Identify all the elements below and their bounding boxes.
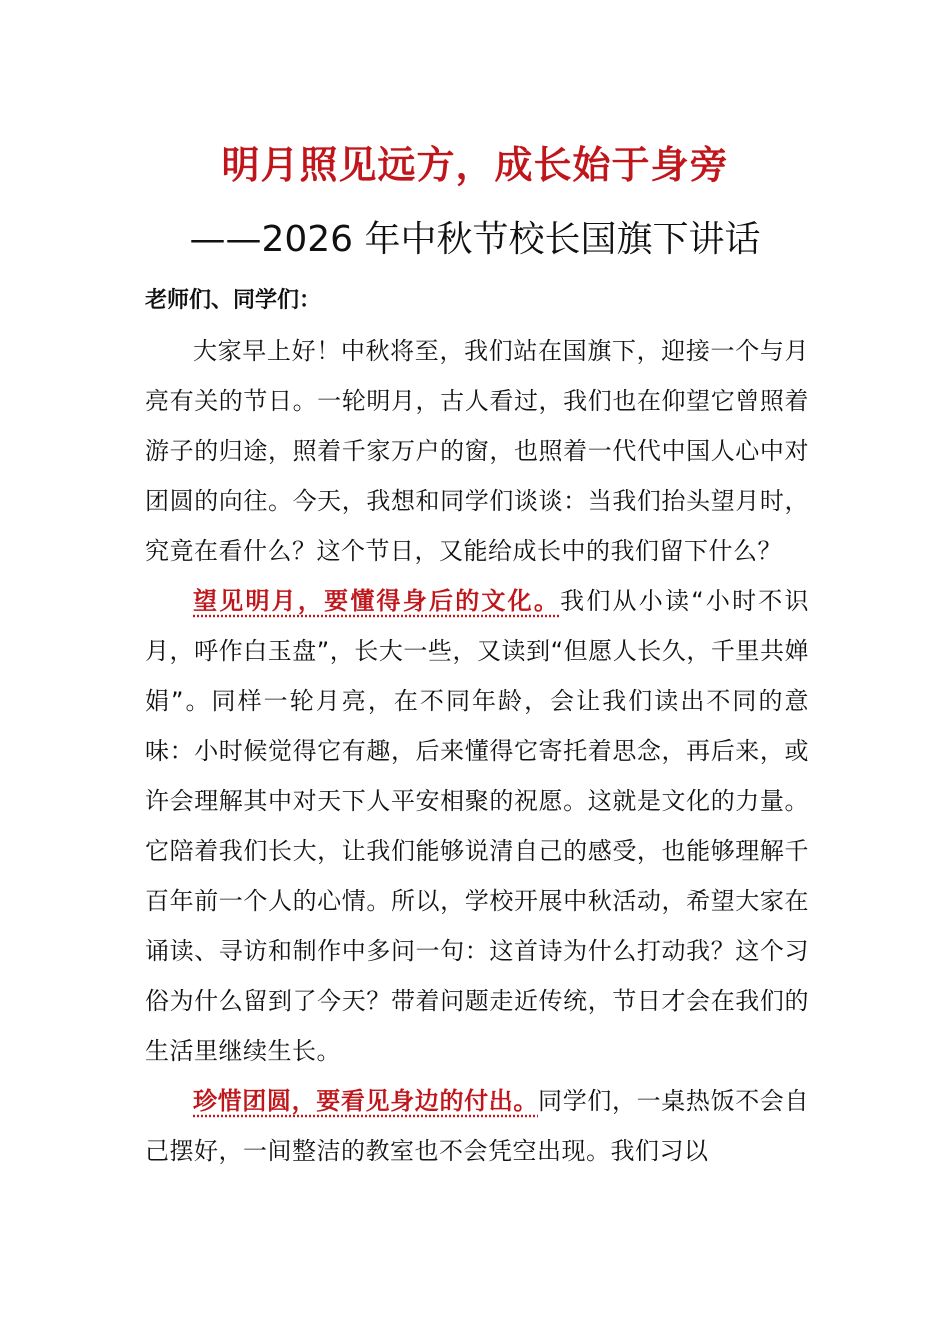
paragraph-2-text: 我们从小读“小时不识月，呼作白玉盘”，长大一些，又读到“但愿人长久，千里共婵娟”。同样一轮月亮，在不同年龄，会让我们读出不同的意味：小时候觉得它有趣，后来懂得它寄托着思念，再后来，或许会理解其中对天下人平安相聚的祝愿。这就是文化的力量。它陪着我们长大，让我们能够说清自己的感受，也能够理解千百年前一个人的心情。所以，学校开展中秋活动，希望大家在诵读、寻访和制作中多问一句：这首诗为什么打动我？这个习俗为什么留到了今天？带着问题走近传统，节日才会在我们的生活里继续生长。 xyxy=(145,587,810,1065)
document-body xyxy=(145,276,809,1176)
paragraph-3-heading: 珍惜团圆，要看见身边的付出。 xyxy=(193,1087,539,1115)
paragraph-1: 大家早上好！中秋将至，我们站在国旗下，迎接一个与月亮有关的节日。一轮明月，古人看过，我们也在仰望它曾照着游子的归途，照着千家万户的窗，也照着一代代中国人心中对团圆的向往。今天，我想和同学们谈谈：当我们抬头望月时，究竟在看什么？这个节日，又能给成长中的我们留下什么？ xyxy=(145,337,809,565)
paragraph-2-heading: 望见明月，要懂得身后的文化。 xyxy=(193,587,561,615)
document-title: 明月照见远方，成长始于身旁 xyxy=(221,143,729,187)
paragraph-3 xyxy=(145,1076,809,1176)
paragraph-2 xyxy=(145,576,809,1076)
paragraph-3-text: 同学们，一桌热饭不会自己摆好，一间整洁的教室也不会凭空出现。我们习以 xyxy=(145,1087,810,1165)
document-subtitle: ——2026 年中秋节校长国旗下讲话 xyxy=(189,219,761,260)
salutation: 老师们、同学们： xyxy=(145,288,322,313)
